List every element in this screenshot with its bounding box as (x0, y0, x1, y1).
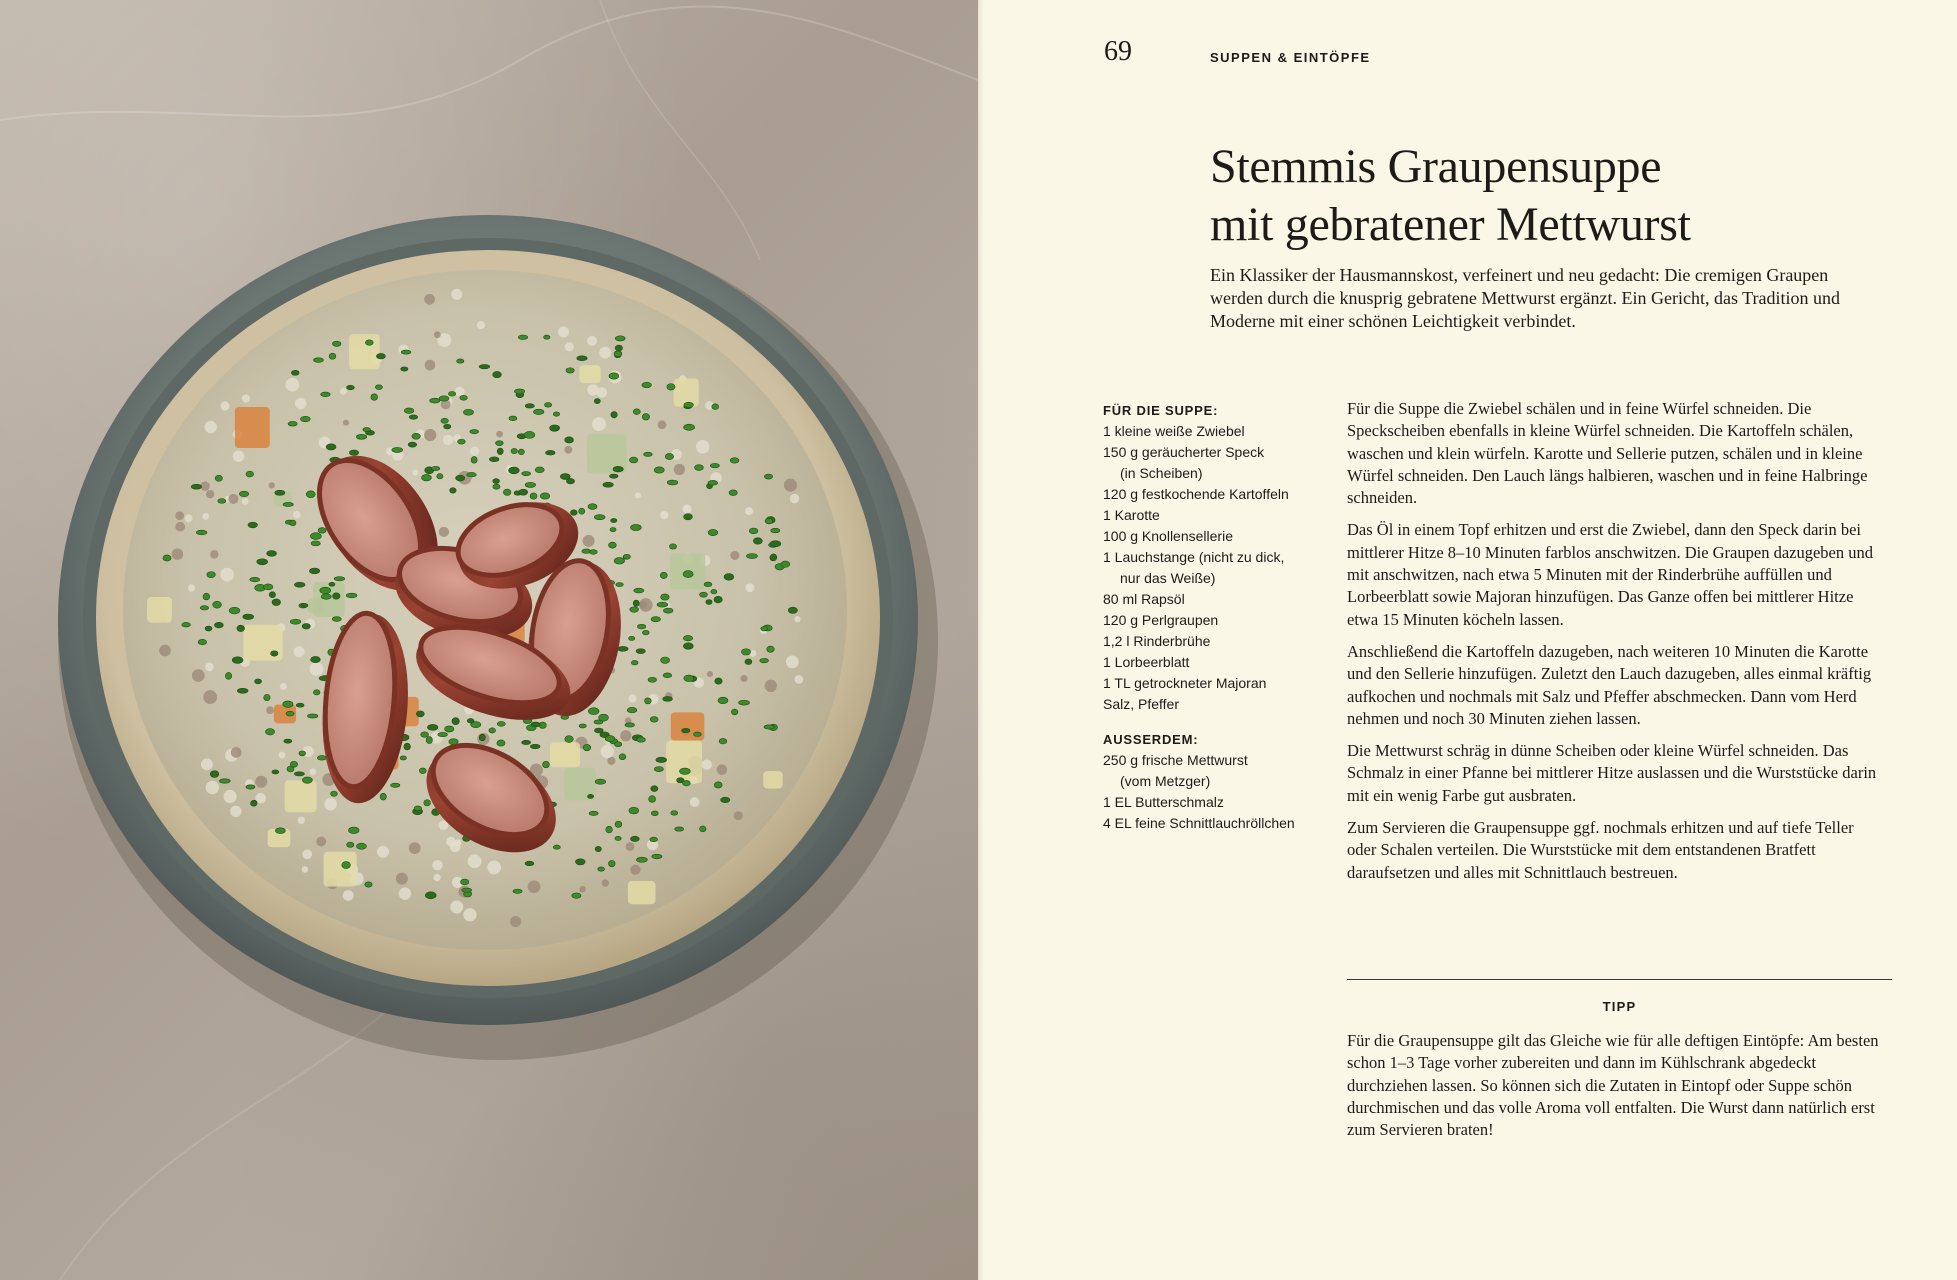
ingredient-line: 1 EL Butterschmalz (1103, 794, 1224, 810)
ingredient-line-continued: nur das Weiße) (1120, 570, 1216, 586)
ingredient-line: 1 Lorbeerblatt (1103, 654, 1190, 670)
ingredient-item (1103, 589, 1333, 610)
ingredient-line-continued: (in Scheiben) (1120, 465, 1203, 481)
ingredient-line: 1 Lauchstange (nicht zu dick, (1103, 549, 1285, 565)
ingredient-item (1103, 652, 1333, 673)
soup-bowl-illustration (0, 0, 978, 1280)
ingredients-column (1103, 400, 1333, 834)
recipe-title-line-2: mit gebratener Mettwurst (1210, 198, 1691, 251)
method-step: Die Mettwurst schräg in dünne Scheiben oder kleine Würfel schneiden. Das Schmalz in einer Pfanne bei mittlerer Hitze auslassen und die Wurststücke darin mit ein wenig Farbe gut ausbraten. (1347, 741, 1877, 805)
ingredient-item (1103, 547, 1333, 589)
method-step: Das Öl in einem Topf erhitzen und erst die Zwiebel, dann den Speck darin bei mittlerer Hitze 8–10 Minuten farblos anschwitzen. Die Graupen dazugeben und mit anschwitzen, nach etwa 5 Minuten mit der Rinderbrühe auffüllen und Lorbeerblatt sowie Majoran hinzufügen. Das Ganze offen bei mittlerer Hitze etwa 15 Minuten köcheln lassen. (1347, 520, 1873, 629)
section-title: SUPPEN & EINTÖPFE (1210, 50, 1371, 65)
ingredient-line: 1 kleine weiße Zwiebel (1103, 423, 1245, 439)
ingredient-item (1103, 505, 1333, 526)
recipe-title-line-1: Stemmis Graupensuppe (1210, 140, 1662, 193)
ingredient-item (1103, 484, 1333, 505)
ingredient-line: 150 g geräucherter Speck (1103, 444, 1265, 460)
recipe-intro: Ein Klassiker der Hausmannskost, verfeinert und neu gedacht: Die cremigen Graupen werden durch die knusprig gebratene Mettwurst ergänzt. Ein Gericht, das Tradition und Moderne mit einer schönen Leichtigkeit verbindet. (1210, 265, 1841, 331)
ingredient-item (1103, 421, 1333, 442)
ingredient-item (1103, 526, 1333, 547)
ingredient-line: 100 g Knollensellerie (1103, 528, 1233, 544)
ingredients-soup-heading: FÜR DIE SUPPE: (1103, 403, 1219, 418)
page-number: 69 (1104, 36, 1132, 67)
ingredient-item (1103, 694, 1333, 715)
ingredients-soup-list (1103, 421, 1333, 715)
ingredient-line: 1 Karotte (1103, 507, 1160, 523)
method-steps (1347, 398, 1887, 894)
ingredients-extra-list (1103, 750, 1333, 834)
recipe-title (1210, 138, 1890, 254)
ingredient-item (1103, 813, 1333, 834)
tip-heading: TIPP (1602, 999, 1637, 1014)
ingredient-line: 1,2 l Rinderbrühe (1103, 633, 1211, 649)
method-step: Zum Servieren die Graupensuppe ggf. nochmals erhitzen und auf tiefe Teller oder Schalen verteilen. Die Wurststücke mit dem entstandenen Bratfett daraufsetzen und alles mit Schnittlauch bestreuen. (1347, 818, 1854, 882)
ingredient-line: 4 EL feine Schnittlauchröllchen (1103, 815, 1295, 831)
food-photo (0, 0, 978, 1280)
ingredient-item (1103, 673, 1333, 694)
tip-text: Für die Graupensuppe gilt das Gleiche wie für alle deftigen Eintöpfe: Am besten schon 1–3 Tage vorher zubereiten und dann im Kühlschrank abgedeckt durchziehen lassen. So können sich die Zutaten in Eintopf oder Suppe schön durchmischen und das volle Aroma voll entfalten. Die Wurst dann natürlich erst zum Servieren braten! (1347, 1031, 1879, 1140)
ingredient-line: Salz, Pfeffer (1103, 696, 1180, 712)
method-step: Anschließend die Kartoffeln dazugeben, nach weiteren 10 Minuten die Karotte und den Sellerie hinzufügen. Zuletzt den Lauch dazugeben, alles einmal kräftig aufkochen und nochmals mit Salz und Pfeffer abschmecken. Dann vom Herd nehmen und noch 30 Minuten ziehen lassen. (1347, 641, 1872, 728)
ingredient-line: 80 ml Rapsöl (1103, 591, 1185, 607)
tip-divider (1347, 979, 1892, 980)
ingredient-item (1103, 631, 1333, 652)
page-gutter (978, 0, 984, 1280)
ingredient-line: 120 g Perlgraupen (1103, 612, 1219, 628)
ingredient-item (1103, 610, 1333, 631)
ingredient-line-continued: (vom Metzger) (1120, 773, 1211, 789)
ingredients-extra-heading: AUSSERDEM: (1103, 732, 1199, 747)
ingredient-item (1103, 442, 1333, 484)
ingredient-item (1103, 792, 1333, 813)
ingredient-line: 1 TL getrockneter Majoran (1103, 675, 1267, 691)
method-step: Für die Suppe die Zwiebel schälen und in feine Würfel schneiden. Die Speckscheiben ebenfalls in kleine Würfel schneiden. Die Kartoffeln schälen, waschen und klein würfeln. Karotte und Sellerie putzen, schälen und in kleine Würfel schneiden. Den Lauch längs halbieren, waschen und in feine Halbringe schneiden. (1347, 399, 1868, 508)
ingredient-line: 250 g frische Mettwurst (1103, 752, 1248, 768)
ingredient-item (1103, 750, 1333, 792)
ingredient-line: 120 g festkochende Kartoffeln (1103, 486, 1289, 502)
